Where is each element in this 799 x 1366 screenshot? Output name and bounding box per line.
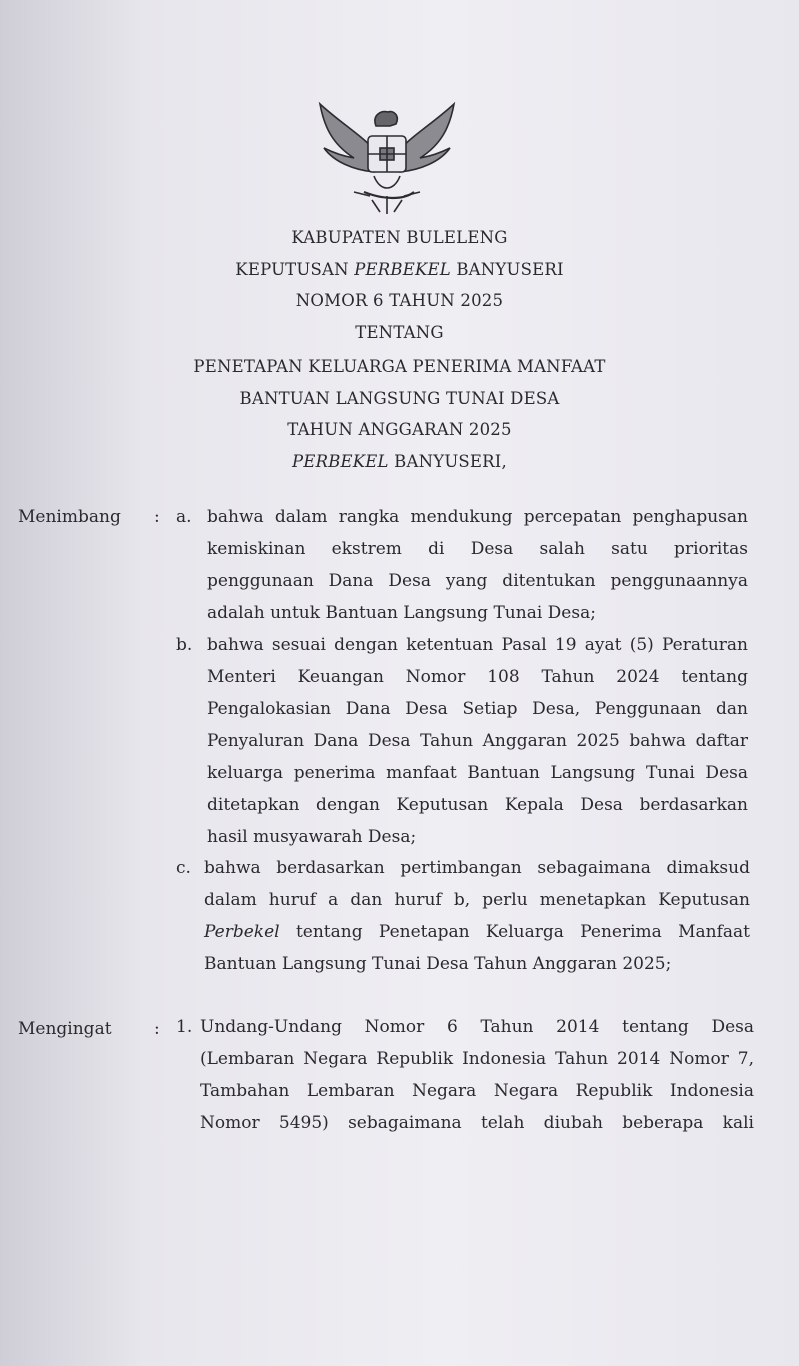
regency-title: KABUPATEN BULELENG — [291, 228, 508, 247]
item-marker: c. — [176, 858, 191, 878]
text-line: bahwa berdasarkan pertimbangan sebagaimana dimaksud — [204, 858, 750, 878]
about-heading: TENTANG — [355, 322, 444, 342]
item-marker: b. — [176, 635, 193, 655]
text-line: Penyaluran Dana Desa Tahun Anggaran 2025 bahwa daftar — [207, 731, 748, 751]
text-line: bahwa sesuai dengan ketentuan Pasal 19 ayat (5) Peraturan — [207, 635, 748, 655]
subject-line-1: PENETAPAN KELUARGA PENERIMA MANFAAT — [193, 357, 606, 376]
text-line: adalah untuk Bantuan Langsung Tunai Desa; — [207, 603, 596, 623]
text-line: keluarga penerima manfaat Bantuan Langsung Tunai Desa — [207, 763, 748, 783]
text-line: Perbekel tentang Penetapan Keluarga Penerima Manfaat — [204, 922, 750, 942]
text-line: Tambahan Lembaran Negara Negara Republik Indonesia — [200, 1081, 754, 1101]
text-line: Undang-Undang Nomor 6 Tahun 2014 tentang Desa — [200, 1017, 754, 1037]
mengingat-label: Mengingat — [18, 1019, 112, 1039]
item-marker: 1. — [176, 1017, 193, 1037]
text-line: bahwa dalam rangka mendukung percepatan penghapusan — [207, 507, 748, 527]
text-line: (Lembaran Negara Republik Indonesia Tahun 2014 Nomor 7, — [200, 1049, 754, 1069]
text-line: Bantuan Langsung Tunai Desa Tahun Anggaran 2025; — [204, 954, 672, 974]
text-line: Menteri Keuangan Nomor 108 Tahun 2024 tentang — [207, 667, 748, 687]
subject-line-2: BANTUAN LANGSUNG TUNAI DESA — [239, 388, 560, 408]
text-line: dalam huruf a dan huruf b, perlu menetapkan Keputusan — [204, 890, 750, 910]
menimbang-label: Menimbang — [18, 507, 121, 527]
text-line: hasil musyawarah Desa; — [207, 827, 417, 847]
issuer-line: PERBEKEL BANYUSERI, — [292, 451, 507, 471]
mengingat-colon: : — [154, 1019, 160, 1039]
decree-number: NOMOR 6 TAHUN 2025 — [295, 291, 504, 310]
menimbang-colon: : — [154, 507, 160, 527]
text-line: penggunaan Dana Desa yang ditentukan penggunaannya — [207, 571, 748, 591]
text-line: ditetapkan dengan Keputusan Kepala Desa berdasarkan — [207, 795, 748, 815]
document-header — [0, 222, 799, 477]
text-line: Nomor 5495) sebagaimana telah diubah beberapa kali — [200, 1113, 754, 1133]
text-line: Pengalokasian Dana Desa Setiap Desa, Penggunaan dan — [207, 699, 748, 719]
item-marker: a. — [176, 507, 192, 527]
garuda-emblem — [314, 96, 460, 218]
text-line: kemiskinan ekstrem di Desa salah satu prioritas — [207, 539, 748, 559]
decree-title: KEPUTUSAN PERBEKEL BANYUSERI — [235, 259, 564, 279]
subject-line-3: TAHUN ANGGARAN 2025 — [287, 420, 512, 439]
